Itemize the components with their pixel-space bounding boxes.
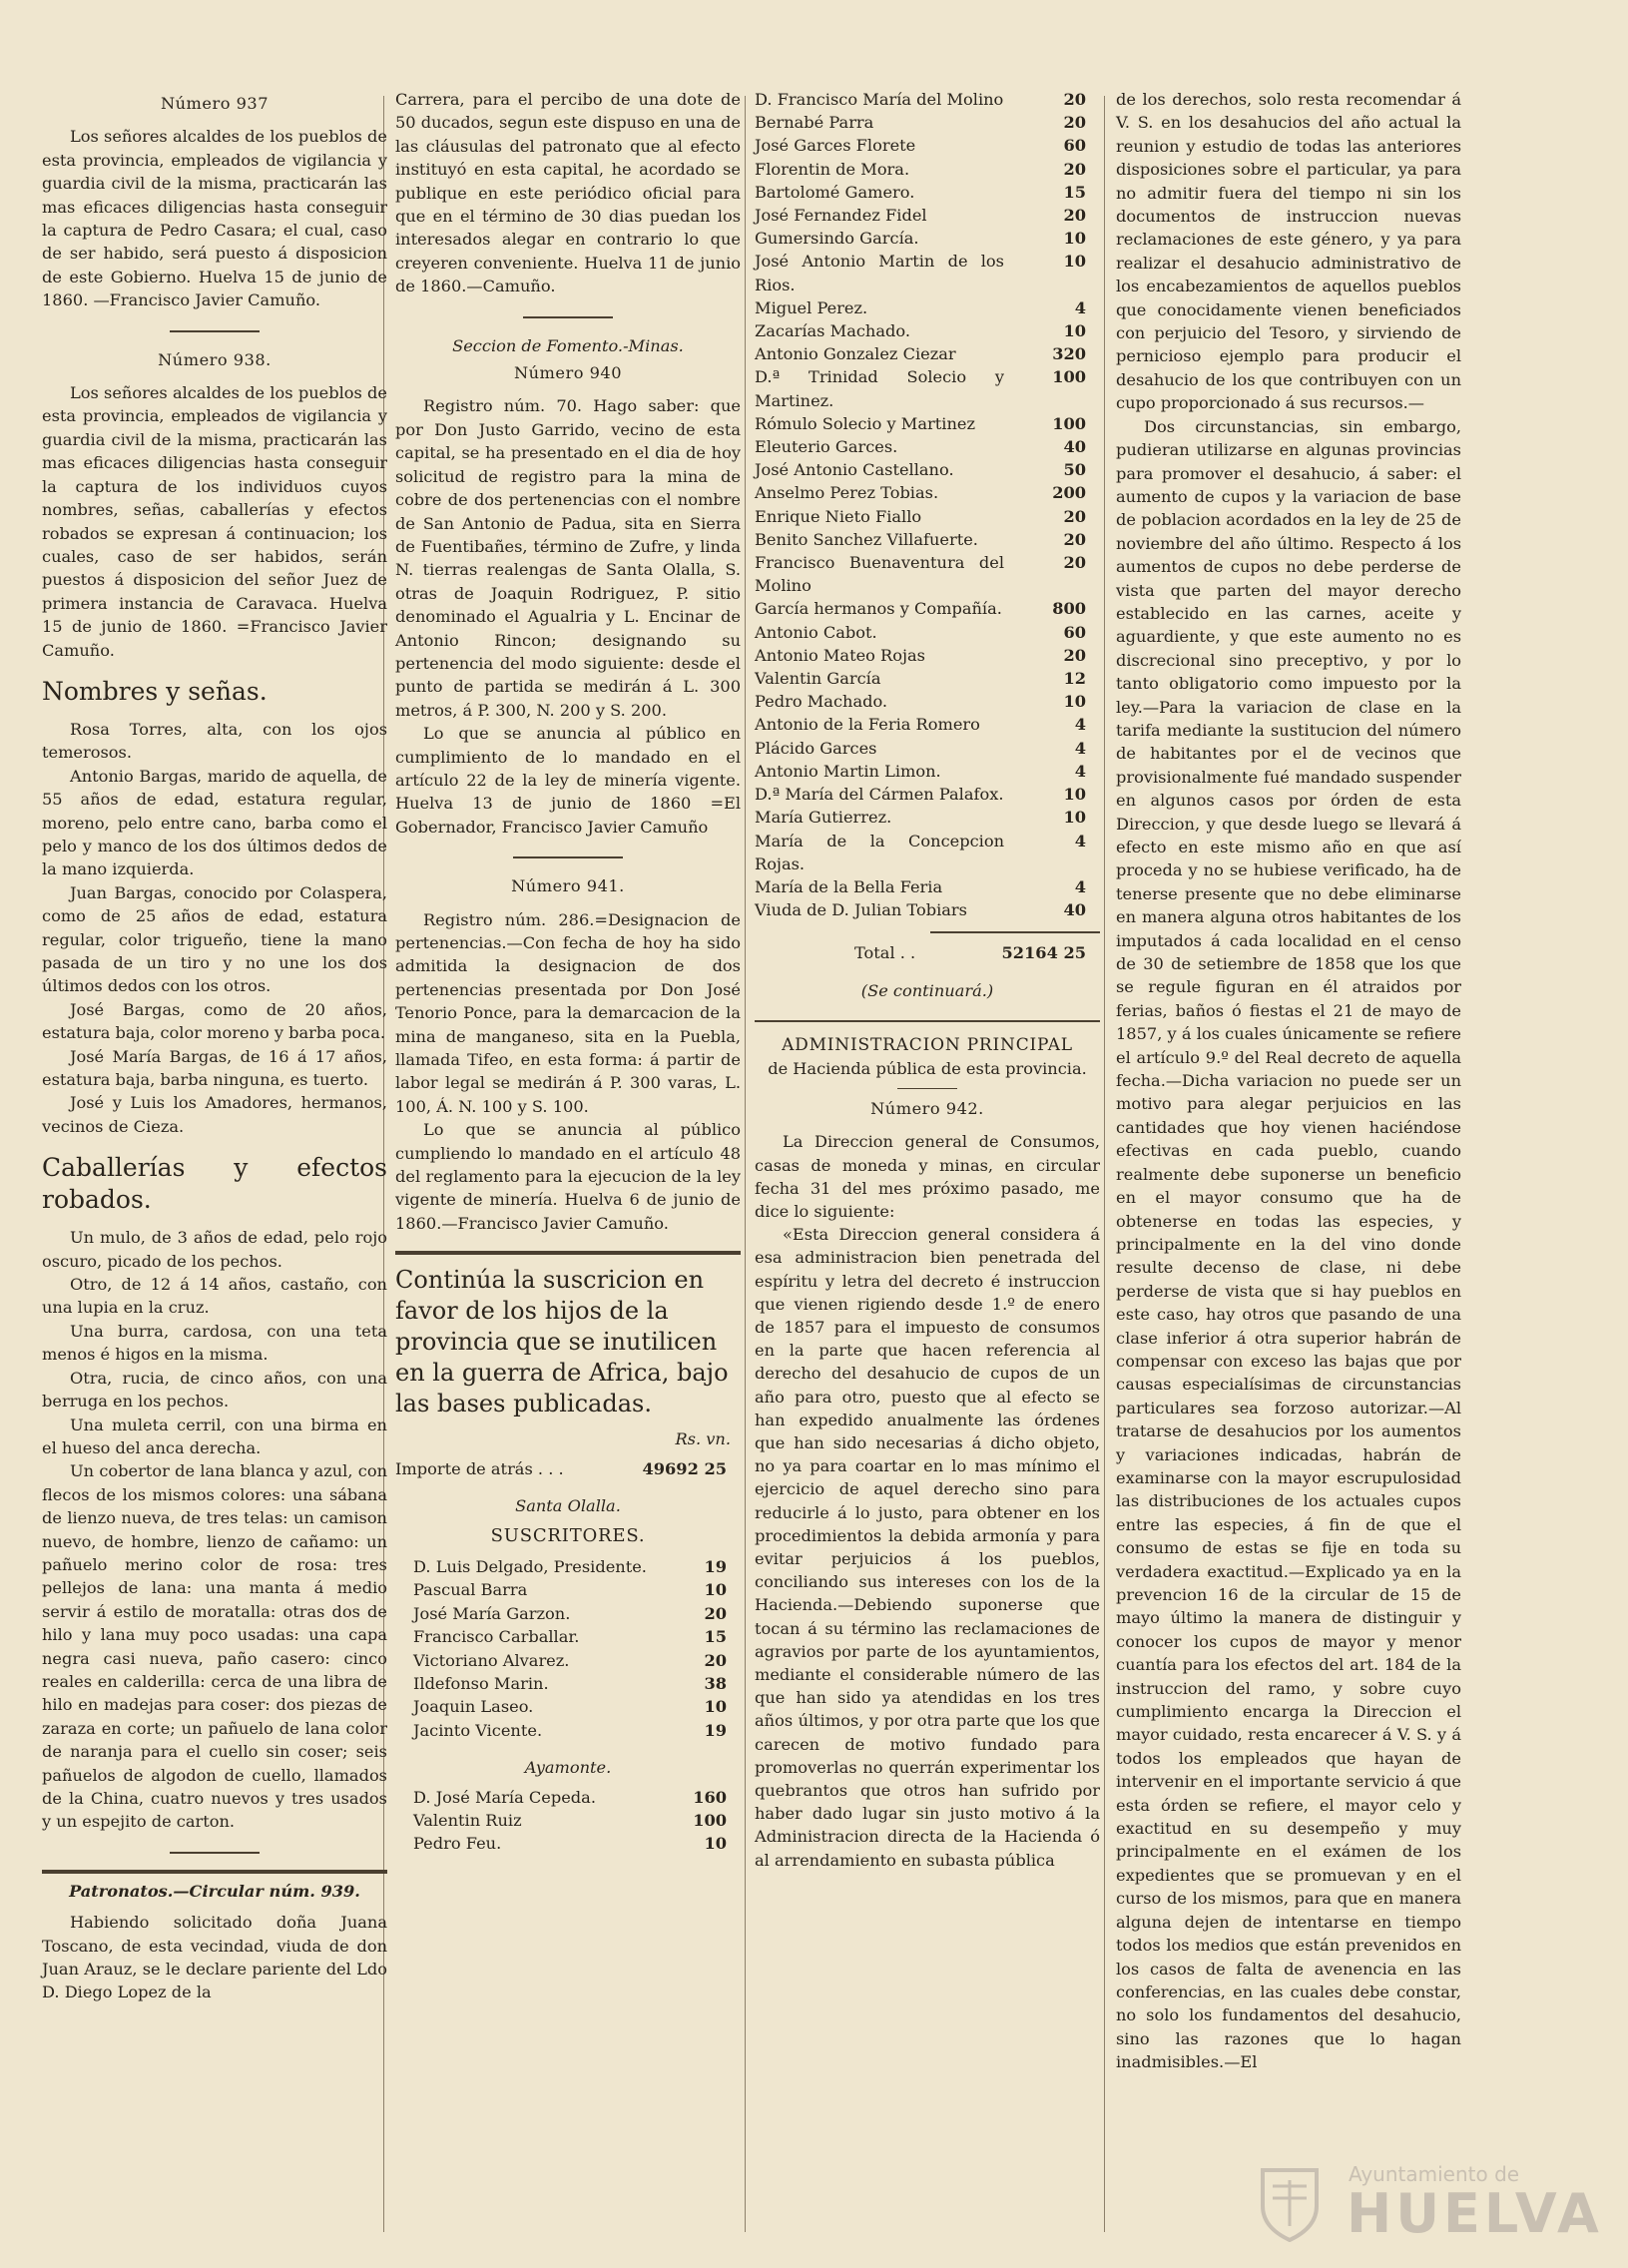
subscriber-row	[755, 597, 1100, 620]
subscriber-amount: 19	[704, 1720, 727, 1740]
subscriber-amount: 100	[1052, 367, 1086, 387]
subscriber-row	[755, 88, 1100, 111]
subscriber-name: Pedro Feu.	[413, 1834, 502, 1854]
subscriber-row	[755, 806, 1100, 829]
admin-subtitle: de Hacienda pública de esta provincia.	[768, 1058, 1087, 1078]
subscriber-name: Gumersindo García.	[755, 229, 919, 249]
subscriber-amount: 50	[1063, 460, 1086, 480]
heading-santa-olalla: Santa Olalla.	[515, 1496, 621, 1516]
subscriber-amount: 100	[693, 1810, 727, 1830]
subscriber-name: Ildefonso Marin.	[413, 1673, 549, 1693]
subscriber-amount: 10	[704, 1834, 727, 1854]
subscriber-amount: 20	[1063, 159, 1086, 179]
subscriber-row	[755, 204, 1100, 227]
subscriber-amount: 4	[1074, 876, 1086, 896]
divider	[523, 316, 613, 318]
divider	[513, 856, 623, 858]
subscriber-name: Francisco Carballar.	[413, 1627, 580, 1647]
subscriber-name: Valentin García	[755, 669, 881, 689]
subscriber-amount: 10	[1063, 321, 1086, 341]
subscriber-row	[755, 898, 1100, 921]
subscriber-row	[755, 250, 1100, 295]
description-item: Juan Bargas, conocido por Colaspera, como de 25 años de edad, estatura regular, color trigueño, tiene la mano pasada de un tiro y no une los dos últimos dedos con los otros.	[42, 882, 387, 996]
subscriber-amount: 10	[1063, 692, 1086, 712]
subscriber-name: Antonio Martin Limon.	[755, 761, 941, 781]
heading-patronatos: Patronatos.—Circular núm. 939.	[69, 1881, 360, 1901]
subscriber-row	[755, 296, 1100, 319]
subscriber-row	[755, 342, 1100, 365]
subscriber-amount: 20	[1063, 506, 1086, 526]
subscriber-name: Bartolomé Gamero.	[755, 182, 915, 202]
subscriber-amount: 20	[1063, 90, 1086, 109]
subscriber-amount: 10	[704, 1697, 727, 1717]
subscriber-name: Jacinto Vicente.	[413, 1720, 543, 1740]
divider	[755, 1020, 1100, 1022]
paragraph-939-cont: Carrera, para el percibo de una dote de 50 ducados, segun este dispuso en una de las cláusulas del patronato que al efecto instituyó en esta capital, he acordado se publique en este periódico oficial para que en el término de 30 dias puedan los interesados alegar en contrario lo que creyeren conveniente. Huelva 11 de junio de 1860.—Camuño.	[395, 90, 741, 296]
description-item: Otra, rucia, de cinco años, con una berruga en los pechos.	[42, 1368, 387, 1412]
subscriber-name: María Gutierrez.	[755, 808, 892, 828]
subscriber-row	[755, 412, 1100, 435]
subscriber-row	[755, 713, 1100, 736]
heading-nombres-senas: Nombres y señas.	[42, 676, 268, 706]
subscriber-row	[755, 134, 1100, 157]
subscriber-name: Francisco Buenaventura del Molino	[755, 553, 1004, 596]
column-3	[755, 88, 1100, 1872]
watermark-line-1: Ayuntamiento de	[1349, 2162, 1520, 2186]
subscriber-amount: 10	[704, 1580, 727, 1600]
subscriber-row	[755, 830, 1100, 875]
subscriber-name: Enrique Nieto Fiallo	[755, 506, 922, 526]
paragraph-942-cont-2: Dos circunstancias, sin embargo, pudieran utilizarse en algunas provincias para promover el desahucio, á saber: el aumento de cupos y la variacion de base de poblacion acordados en la ley de 25 de noviembre del año último. Respecto á los aumentos de cupos no debe perderse de vista que parten del mayor derecho establecido en las carnes, aceite y aguardiente, y que este aumento no es discrecional sino preceptivo, y por lo tanto obligatorio como impuesto por la ley.—Para la variacion de clase en la tarifa mediante la sustitucion del número de habitantes por el de vecinos que provisionalmente fué mandado suspender en algunos casos por órden de esta Direccion, y que desde luego se llevará á efecto en este mismo año en que así proceda y no se hubiese verificado, ha de tenerse presente que no debe eliminarse en manera alguna otros habitantes de los imputados á cada localidad en el censo de 30 de setiembre de 1858 que los que se regule figuran en él atraidos por ferias, baños ó fiestas el 21 de mayo de 1857, y á los cuales únicamente se refiere el artículo 9.º del Real decreto de aquella fecha.—Dicha variacion no puede ser un motivo para alegar perjuicios en las cantidades que hoy vienen haciéndose efectivas en cada pueblo, cuando realmente debe suponerse un beneficio en el mayor consumo que ha de obtenerse en todas las especies, y principalmente en la del vino donde resulte decenso de clase, ni debe perderse de vista que si hay pueblos en este caso, hay otros que pasando de una clase inferior á otra superior habrán de compensar con exceso las bajas que por causas especialísimas de circunstancias particulares sea forzoso autorizar.—Al tratarse de desahucios por los aumentos y variaciones indicadas, habrán de examinarse con la mayor escrupulosidad las distribuciones de los actuales cupos entre las especies, á fin de que el consumo de estas se fije en toda su verdadera exactitud.—Explicado ya en la prevencion 16 de la circular de 15 de mayo último la manera de distinguir y conocer los cupos de mayor y menor cuantía para los efectos del art. 184 de la instruccion del ramo, y sobre cuyo cumplimiento encarga la Direccion el mayor cuidado, resta encarecer á V. S. y á todos los empleados que hayan de intervenir en el importante servicio á que esta órden se refiere, el mayor celo y exactitud en su desempeño y muy principalmente en el exámen de los expedientes que se promuevan y en el curso de los mismos, para que en manera alguna dejen de intentarse en tiempo todos los medios que están prevenidos en los casos de falta de avenencia en las conferencias, en las cuales debe constar, no solo los fundamentos del desahucio, sino las razones que lo hagan inadmisibles.—El	[1116, 416, 1461, 2072]
paragraph-942-cont: de los derechos, solo resta recomendar á V. S. en los desahucios del año actual la reunion y estudio de todas las anteriores disposiciones sobre el particular, ya para no admitir fuera del tiempo ni sin los documentos de instruccion nuevas reclamaciones de este género, y ya para realizar el desahucio administrativo de los encabezamientos de aquellos pueblos que conocidamente vienen beneficiados con perjuicio del Tesoro, y sirviendo de pernicioso ejemplo para producir el desahucio de los que contribuyen con un cupo proporcionado á sus recursos.—	[1116, 90, 1461, 413]
paragraph-940b: Lo que se anuncia al público en cumplimiento de lo mandado en el artículo 22 de la ley de minería vigente. Huelva 13 de junio de 1860 =El Gobernador, Francisco Javier Camuño	[395, 724, 741, 837]
subscriber-name: Eleuterio Garces.	[755, 437, 898, 457]
description-item: Una burra, cardosa, con una teta menos é higos en la misma.	[42, 1321, 387, 1365]
subscriber-amount: 12	[1063, 669, 1086, 689]
subscriber-row	[755, 365, 1100, 411]
continuara: (Se continuará.)	[860, 980, 994, 1000]
subscriber-amount: 20	[1063, 206, 1086, 226]
subscriber-row	[755, 227, 1100, 250]
subscriber-name: D. José María Cepeda.	[413, 1787, 596, 1807]
subscriber-name: Pedro Machado.	[755, 692, 888, 712]
heading-numero-940: Número 940	[513, 363, 623, 383]
subscriber-row	[755, 319, 1100, 342]
paragraph-938: Los señores alcaldes de los pueblos de esta provincia, empleados de vigilancia y guardia civil de la misma, practicarán las mas eficaces diligencias hasta conseguir la captura de los individuos cuyos nombres, señas, caballerías y efectos robados se expresan á continuacion; los cuales, caso de ser habidos, serán puestos á disposicion del señor Juez de primera instancia de Caravaca. Huelva 15 de junio de 1860. =Francisco Javier Camuño.	[42, 383, 387, 660]
subscriber-amount: 20	[704, 1650, 727, 1670]
subscriber-name: Victoriano Alvarez.	[413, 1650, 570, 1670]
subscriber-name: D. Luis Delgado, Presidente.	[413, 1556, 647, 1576]
subscriber-row	[755, 458, 1100, 481]
subscriber-name: José Antonio Martin de los Rios.	[755, 252, 1004, 294]
subscriber-row	[395, 1649, 741, 1672]
subscriber-row	[395, 1786, 741, 1809]
total-label: Total . .	[854, 943, 916, 963]
divider	[170, 330, 260, 332]
divider-thick	[42, 1870, 387, 1874]
subscriber-amount: 20	[1063, 113, 1086, 133]
subscriber-amount: 160	[693, 1787, 727, 1807]
total-value: 52164 25	[1001, 943, 1086, 963]
subscriber-amount: 40	[1063, 900, 1086, 920]
paragraph-941: Registro núm. 286.=Designacion de pertenencias.—Con fecha de hoy ha sido admitida la designacion de dos pertenencias presentada por Don José Tenorio Ponce, para la demarcacion de la mina de manganeso, sita en la Puebla, llamada Tifeo, en esta forma: á partir de labor legal se medirán á P. 300 varas, L. 100, Á. N. 100 y S. 100.	[395, 909, 741, 1116]
subscriber-amount: 10	[1063, 785, 1086, 805]
subscriber-amount: 15	[1063, 182, 1086, 202]
subscriber-amount: 4	[1074, 831, 1086, 850]
heading-caballerias: Caballerías y efectos robados.	[42, 1153, 387, 1215]
subscriber-name: Miguel Perez.	[755, 297, 868, 317]
subscriber-row	[755, 505, 1100, 528]
subscriber-name: D.ª Trinidad Solecio y Martinez.	[755, 367, 1004, 410]
subscriber-amount: 20	[1063, 529, 1086, 549]
column-1	[42, 88, 387, 2004]
subscriber-name: María de la Bella Feria	[755, 876, 943, 896]
shield-icon	[1259, 2166, 1321, 2242]
description-item: Antonio Bargas, marido de aquella, de 55 años de edad, estatura regular, moreno, pelo entre cano, barba como el pelo y manco de los dos últimos dedos de la mano izquierda.	[42, 766, 387, 879]
subscriber-row	[755, 875, 1100, 898]
subscriber-name: Pascual Barra	[413, 1580, 528, 1600]
subscriber-name: Antonio Cabot.	[755, 622, 877, 642]
importe-row	[395, 1457, 741, 1480]
ayuntamiento-huelva-watermark	[1259, 2162, 1603, 2248]
heading-ayamonte: Ayamonte.	[524, 1758, 612, 1778]
subscriber-amount: 20	[704, 1603, 727, 1623]
subscriber-amount: 4	[1074, 297, 1086, 317]
importe-label: Importe de atrás . . .	[395, 1458, 564, 1478]
subscriber-row	[755, 528, 1100, 551]
subscriber-name: Bernabé Parra	[755, 113, 874, 133]
heading-numero-937: Número 937	[160, 94, 270, 113]
description-item: José María Bargas, de 16 á 17 años, estatura baja, barba ninguna, es tuerto.	[42, 1046, 387, 1090]
subscriber-amount: 100	[1052, 413, 1086, 433]
subscriber-amount: 10	[1063, 229, 1086, 249]
admin-title: ADMINISTRACION PRINCIPAL	[782, 1034, 1073, 1055]
column-4	[1116, 88, 1461, 2074]
paragraph-940: Registro núm. 70. Hago saber: que por Don Justo Garrido, vecino de esta capital, se ha presentado en el dia de hoy solicitud de registro para la mina de cobre de dos pertenencias con el nombre de San Antonio de Padua, sita en Sierra de Fuentibañes, término de Zufre, y linda N. tierras realengas de Santa Olalla, S. otras de Joaquin Rodriguez, P. sitio denominado el Agualria y L. Encinar de Antonio Rincon; designando su pertenencia del modo siguiente: desde el punto de partida se medirán á L. 300 metros, á P. 300, N. 200 y S. 200.	[395, 396, 741, 720]
heading-numero-942: Número 942.	[870, 1099, 984, 1119]
subscriber-name: Florentin de Mora.	[755, 159, 910, 179]
suscricion-title: Continúa la suscricion en favor de los hijos de la provincia que se inutilicen en la guerra de Africa, bajo las bases publicadas.	[395, 1266, 729, 1418]
subscriber-row	[755, 111, 1100, 134]
currency-unit: Rs. vn.	[675, 1429, 731, 1449]
subscriber-row	[755, 158, 1100, 181]
description-item: Rosa Torres, alta, con los ojos temerosos.	[42, 719, 387, 763]
subscriber-amount: 38	[704, 1673, 727, 1693]
subscriber-name: Antonio Gonzalez Ciezar	[755, 344, 956, 364]
importe-value: 49692 25	[642, 1458, 727, 1478]
subscriber-row	[755, 667, 1100, 690]
divider	[897, 1088, 957, 1089]
subscriber-amount: 320	[1052, 344, 1086, 364]
subscriber-name: Valentin Ruiz	[413, 1810, 522, 1830]
description-item: José Bargas, como de 20 años, estatura baja, color moreno y barba poca.	[42, 999, 387, 1043]
paragraph-937: Los señores alcaldes de los pueblos de esta provincia, empleados de vigilancia y guardia civil de la misma, practicarán las mas eficaces diligencias hasta conseguir la captura de Pedro Casara; el cual, caso de ser habido, será puesto á disposicion de este Gobierno. Huelva 15 de junio de 1860. —Francisco Javier Camuño.	[42, 127, 387, 310]
subscriber-row	[755, 760, 1100, 783]
subscriber-row	[395, 1602, 741, 1625]
subscriber-name: D.ª María del Cármen Palafox.	[755, 785, 1004, 805]
subscriber-name: José María Garzon.	[413, 1603, 571, 1623]
subscriber-row	[755, 737, 1100, 760]
subscriber-amount: 20	[1063, 645, 1086, 665]
description-item: José y Luis los Amadores, hermanos, vecinos de Cieza.	[42, 1093, 387, 1136]
subscriber-row	[395, 1832, 741, 1855]
subscriber-name: José Antonio Castellano.	[755, 460, 954, 480]
subscriber-row	[395, 1695, 741, 1718]
subscriber-amount: 4	[1074, 738, 1086, 758]
column-divider	[745, 96, 746, 2232]
column-2	[395, 88, 741, 1856]
paragraph-942a: La Direccion general de Consumos, casas de moneda y minas, en circular fecha 31 del mes próximo pasado, me dice lo siguiente:	[755, 1132, 1100, 1221]
subscriber-row	[395, 1625, 741, 1648]
subscriber-amount: 60	[1063, 622, 1086, 642]
column-divider	[1104, 96, 1105, 2232]
divider-thick	[395, 1251, 741, 1255]
subscriber-row	[395, 1672, 741, 1695]
subscriber-row	[395, 1578, 741, 1601]
subscriber-row	[755, 783, 1100, 806]
subscriber-name: Rómulo Solecio y Martinez	[755, 413, 975, 433]
subscriber-amount: 19	[704, 1556, 727, 1576]
subscriber-name: Joaquin Laseo.	[413, 1697, 534, 1717]
subscriber-amount: 10	[1063, 252, 1086, 272]
subscriber-name: José Fernandez Fidel	[755, 206, 927, 226]
subscriber-list	[755, 88, 1100, 921]
subscriber-amount: 200	[1052, 483, 1086, 503]
description-item: Un cobertor de lana blanca y azul, con flecos de los mismos colores: una sábana de lienzo nueva, de tres telas: un camison nuevo, de hombre, lienzo de cañamo: un pañuelo merino color de rosa: tres pellejos de lana: una manta á medio servir á estilo de moratalla: otras dos de hilo y lana muy poco usadas: una capa negra casi nueva, paño casero: cinco reales en calderilla: cerca de una libra de hilo en madejas para coser: dos piezas de zaraza en corte; un pañuelo de lana color de naranja para el cuello sin coser; seis pañuelos de algodon de cuello, llamados de la China, cuatro nuevos y tres usados y un espejito de carton.	[42, 1461, 387, 1832]
paragraph-942b: «Esta Direccion general considera á esa administracion bien penetrada del espíritu y letra del decreto é instruccion que vienen rigiendo desde 1.º de enero de 1857 para el impuesto de consumos en la parte que hacen referencia al derecho del desahucio de cupos de un año para otro, puesto que al efecto se han expedido anualmente las órdenes que han sido necesarias á dicho objeto, no ya para coartar en lo mas mínimo el ejercicio de aquel derecho sino para reducirle á lo justo, para obtener en los procedimientos la debida armonía y para evitar perjuicios á los pueblos, conciliando sus intereses con los de la Hacienda.—Debiendo suponerse que tocan á su término las reclamaciones de agravios por parte de los ayuntamientos, mediante el considerable número de las que han sido ya atendidas en los tres años últimos, y por otra parte que los que carecen de motivo fundado para promoverlas no querrán experimentar los quebrantos que otros han sufrido por haber dado lugar sin justo motivo á la Administracion directa de la Hacienda ó al arrendamiento en subasta pública	[755, 1225, 1100, 1870]
subscriber-amount: 10	[1063, 808, 1086, 828]
subscriber-row	[755, 481, 1100, 504]
subscriber-row	[755, 644, 1100, 667]
subscriber-amount: 15	[704, 1627, 727, 1647]
heading-suscritores: SUSCRITORES.	[490, 1524, 646, 1546]
subscriber-amount: 4	[1074, 715, 1086, 735]
divider	[170, 1852, 260, 1854]
subscriber-name: Antonio de la Feria Romero	[755, 715, 980, 735]
subscriber-name: D. Francisco María del Molino	[755, 90, 1004, 109]
subscriber-amount: 60	[1063, 136, 1086, 156]
description-item: Un mulo, de 3 años de edad, pelo rojo oscuro, picado de los pechos.	[42, 1228, 387, 1271]
divider	[930, 931, 1100, 933]
subscriber-name: Zacarías Machado.	[755, 321, 910, 341]
heading-fomento-minas: Seccion de Fomento.-Minas.	[452, 335, 684, 355]
subscriber-name: Antonio Mateo Rojas	[755, 645, 925, 665]
subscriber-row	[395, 1719, 741, 1742]
subscriber-name: Plácido Garces	[755, 738, 877, 758]
subscriber-row	[755, 621, 1100, 644]
subscriber-row	[755, 690, 1100, 713]
subscriber-amount: 800	[1052, 599, 1086, 619]
subscriber-name: Viuda de D. Julian Tobiars	[755, 900, 967, 920]
heading-numero-938: Número 938.	[158, 349, 271, 369]
subscriber-row	[395, 1809, 741, 1832]
subscriber-amount: 20	[1063, 553, 1086, 573]
heading-numero-941: Número 941.	[511, 876, 625, 896]
total-row	[755, 941, 1100, 964]
description-item: Otro, de 12 á 14 años, castaño, con una lupia en la cruz.	[42, 1275, 387, 1318]
subscriber-amount: 4	[1074, 761, 1086, 781]
subscriber-name: Benito Sanchez Villafuerte.	[755, 529, 978, 549]
subscriber-row	[755, 181, 1100, 204]
description-item: Una muleta cerril, con una birma en el hueso del anca derecha.	[42, 1415, 387, 1457]
subscriber-row	[755, 551, 1100, 597]
subscriber-name: Anselmo Perez Tobias.	[755, 483, 939, 503]
subscriber-name: García hermanos y Compañía.	[755, 599, 1002, 619]
subscriber-name: José Garces Florete	[755, 136, 916, 156]
subscriber-row	[395, 1555, 741, 1578]
subscriber-row	[755, 435, 1100, 458]
watermark-line-2: HUELVA	[1347, 2182, 1603, 2245]
paragraph-941b: Lo que se anuncia al público cumpliendo lo mandado en el artículo 48 del reglamento para la ejecucion de la ley vigente de minería. Huelva 6 de junio de 1860.—Francisco Javier Camuño.	[395, 1120, 741, 1233]
subscriber-amount: 40	[1063, 437, 1086, 457]
subscriber-name: María de la Concepcion Rojas.	[755, 831, 1004, 873]
paragraph-939: Habiendo solicitado doña Juana Toscano, de esta vecindad, viuda de don Juan Arauz, se le declare pariente del Ldo D. Diego Lopez de la	[42, 1913, 387, 2002]
